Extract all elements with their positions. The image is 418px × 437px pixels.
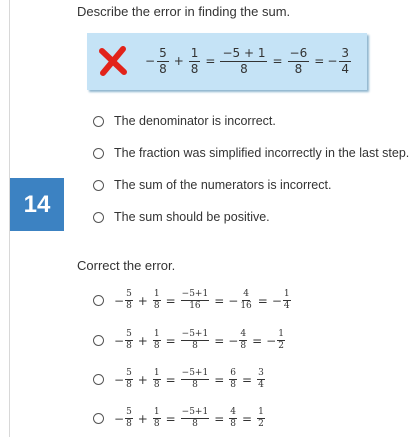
numerator: 1 xyxy=(153,290,161,301)
radio-button[interactable] xyxy=(93,413,104,424)
minus-sign: − xyxy=(266,333,277,348)
radio-button[interactable] xyxy=(93,212,104,223)
numerator: 4 xyxy=(242,290,250,301)
describe-prompt: Describe the error in finding the sum. xyxy=(77,4,291,19)
radio-button[interactable] xyxy=(93,180,104,191)
fraction xyxy=(229,369,237,391)
denominator: 8 xyxy=(192,419,198,430)
option-expression xyxy=(114,408,266,430)
denominator: 4 xyxy=(341,61,350,76)
operator: = xyxy=(242,411,253,426)
fraction xyxy=(239,290,252,312)
numerator: 1 xyxy=(277,330,285,341)
minus-sign: − xyxy=(114,293,125,308)
denominator: 8 xyxy=(192,341,198,352)
denominator: 8 xyxy=(230,419,236,430)
radio-button[interactable] xyxy=(93,148,104,159)
denominator: 8 xyxy=(126,419,132,430)
denominator: 8 xyxy=(294,61,303,76)
option-expression xyxy=(114,369,266,391)
numerator: 5 xyxy=(125,369,133,380)
correct-prompt: Correct the error. xyxy=(77,258,176,273)
option-label: The sum of the numerators is incorrect. xyxy=(114,178,332,192)
numerator: 4 xyxy=(239,330,247,341)
numerator: 1 xyxy=(153,369,161,380)
error-banner xyxy=(87,33,367,90)
denominator: 16 xyxy=(240,301,252,312)
fraction xyxy=(277,330,285,352)
minus-sign: − xyxy=(145,54,156,68)
operator: = xyxy=(165,372,176,387)
describe-option-1[interactable] xyxy=(93,114,276,128)
operator: = xyxy=(272,54,283,68)
fraction xyxy=(189,47,201,75)
denominator: 8 xyxy=(153,301,160,312)
numerator: 5 xyxy=(125,290,133,301)
fraction xyxy=(181,369,210,391)
numerator: 3 xyxy=(341,45,350,60)
denominator: 8 xyxy=(153,341,160,352)
numerator: −5+1 xyxy=(181,330,210,341)
operator: = xyxy=(252,333,263,348)
fraction xyxy=(288,47,310,75)
option-label: The sum should be positive. xyxy=(114,210,270,224)
denominator: 8 xyxy=(240,341,247,352)
operator: + xyxy=(137,333,148,348)
operator: + xyxy=(173,54,184,68)
fraction xyxy=(125,330,133,352)
operator: = xyxy=(314,54,325,68)
numerator: −5 + 1 xyxy=(222,45,266,60)
fraction xyxy=(220,47,267,75)
denominator: 16 xyxy=(189,301,201,312)
minus-sign: − xyxy=(114,411,125,426)
operator: = xyxy=(257,293,268,308)
correct-option-4[interactable] xyxy=(93,408,266,430)
correct-option-2[interactable] xyxy=(93,330,286,352)
numerator: 5 xyxy=(159,45,167,60)
denominator: 8 xyxy=(159,61,167,76)
minus-sign: − xyxy=(327,54,338,68)
numerator: 5 xyxy=(125,330,133,341)
denominator: 8 xyxy=(126,301,132,312)
operator: = xyxy=(214,372,225,387)
fraction xyxy=(181,330,210,352)
minus-sign: − xyxy=(271,293,282,308)
denominator: 4 xyxy=(258,380,264,391)
numerator: 5 xyxy=(125,408,133,419)
denominator: 8 xyxy=(230,380,236,391)
minus-sign: − xyxy=(228,333,239,348)
numerator: −5+1 xyxy=(181,369,210,380)
describe-option-4[interactable] xyxy=(93,210,270,224)
operator: = xyxy=(214,333,225,348)
numerator: 4 xyxy=(229,408,237,419)
operator: = xyxy=(214,411,225,426)
minus-sign: − xyxy=(228,293,239,308)
minus-sign: − xyxy=(114,333,125,348)
denominator: 8 xyxy=(153,380,160,391)
operator: + xyxy=(137,293,148,308)
option-expression xyxy=(114,290,292,312)
question-number-badge: 14 xyxy=(10,178,64,231)
fraction xyxy=(181,408,210,430)
fraction xyxy=(181,290,210,312)
option-label: The fraction was simplified incorrectly in the last step. xyxy=(114,146,410,160)
numerator: −5+1 xyxy=(181,290,210,301)
numerator: −6 xyxy=(289,45,308,60)
fraction xyxy=(157,47,169,75)
denominator: 8 xyxy=(126,341,132,352)
fraction xyxy=(229,408,237,430)
operator: + xyxy=(137,372,148,387)
denominator: 8 xyxy=(192,380,198,391)
option-label: The denominator is incorrect. xyxy=(114,114,276,128)
operator: = xyxy=(165,411,176,426)
option-expression xyxy=(114,330,286,352)
radio-button[interactable] xyxy=(93,116,104,127)
fraction xyxy=(283,290,291,312)
numerator: 6 xyxy=(229,369,237,380)
describe-option-2[interactable] xyxy=(93,146,409,160)
denominator: 2 xyxy=(278,341,284,352)
fraction xyxy=(153,290,161,312)
fraction xyxy=(125,290,133,312)
numerator: 1 xyxy=(283,290,291,301)
fraction xyxy=(125,408,133,430)
fraction xyxy=(153,408,161,430)
denominator: 8 xyxy=(153,419,160,430)
describe-option-3[interactable] xyxy=(93,178,331,192)
numerator: −5+1 xyxy=(181,408,210,419)
fraction xyxy=(339,47,351,75)
numerator: 3 xyxy=(257,369,265,380)
denominator: 8 xyxy=(240,61,248,76)
radio-button[interactable] xyxy=(93,374,104,385)
denominator: 4 xyxy=(283,301,290,312)
operator: = xyxy=(165,333,176,348)
denominator: 8 xyxy=(126,380,132,391)
fraction xyxy=(257,408,265,430)
red-x-icon xyxy=(97,45,129,77)
operator: = xyxy=(165,293,176,308)
operator: = xyxy=(242,372,253,387)
fraction xyxy=(153,369,161,391)
denominator: 2 xyxy=(258,419,264,430)
numerator: 1 xyxy=(190,45,199,60)
operator: = xyxy=(205,54,216,68)
radio-button[interactable] xyxy=(93,335,104,346)
numerator: 1 xyxy=(153,408,161,419)
fraction xyxy=(125,369,133,391)
numerator: 1 xyxy=(153,330,161,341)
fraction xyxy=(257,369,265,391)
denominator: 8 xyxy=(190,61,199,76)
fraction xyxy=(153,330,161,352)
minus-sign: − xyxy=(114,372,125,387)
correct-option-3[interactable] xyxy=(93,369,266,391)
operator: + xyxy=(137,411,148,426)
fraction xyxy=(239,330,247,352)
numerator: 1 xyxy=(257,408,265,419)
radio-button[interactable] xyxy=(93,295,104,306)
incorrect-work-expression xyxy=(145,39,353,83)
operator: = xyxy=(214,293,225,308)
correct-option-1[interactable] xyxy=(93,290,292,312)
